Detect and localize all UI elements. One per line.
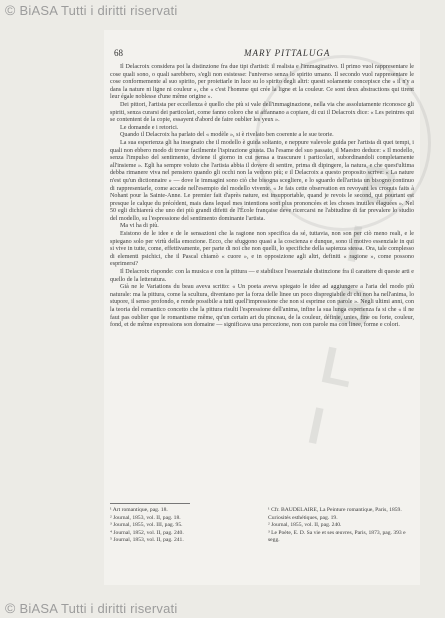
footnote-rule bbox=[110, 503, 190, 504]
paragraph: Esistono de le idee e de le sensazioni che la ragione non specifica da sé, tuttavia, non son per ciò meno reali, e le spiegano solo per virtù della emozione. Ecco, che sfuggono quasi a la coscienza e dunque, sono il motivo essenziale in qui si vive in tutte, come, effettivamente, per parte di noi che non quelli, lo specifiche della sapienza stessa. Ora, tale complesso di elementi psichici, che il Pascal chiamò « cuore », e in opposizione agli altri, definiti « ragione », come possono esprimersi? bbox=[110, 231, 414, 268]
paragraph: Quando il Delacroix ha parlato del « modèle », si è rivelato ben coerente a le sue teorie. bbox=[120, 132, 334, 139]
page-number: 68 bbox=[114, 48, 123, 58]
paragraph: Già ne le Variations du beau aveva scritto: « Un poeta aveva spiegato le idee ad aggiungere a l'aria del modo più naturale: ma la pittura, come la scultura, diventano per la forza delle linee un poco dispregiabile di chi non ha nell'anima, lo stupore, il senso profondo, e rende possibile a tutti quell'impressione che non si esprime con parole ». Negli ultimi anni, con la teoria del romantico concetto che la pittura risulti l'espressione dell'anima, infine la sua lunga esperienza fa si che « il ne faut pas oublier que le romantisme même, qu'un certain art du pinceau, de la couleur, définie, unies, fine ou forte, couleur, fond, et de même expressions son domaine — significava una percezione, non con parole ma con linee, forme e colori. bbox=[110, 284, 414, 329]
footnote: ³ Journal, 1855, vol. III, pag. 95. bbox=[110, 522, 183, 529]
footnote: ² Journal, 1853, vol. II, pag. 18. bbox=[110, 514, 181, 521]
footnotes bbox=[110, 507, 414, 569]
paragraph: Le domande e i retorici. bbox=[120, 124, 179, 131]
bottom-banner bbox=[0, 598, 445, 618]
banner-text: BiASA Tutti i diritti riservati bbox=[19, 600, 178, 616]
paragraph: Ma vi ha di più. bbox=[120, 223, 159, 230]
copyright-icon: © bbox=[5, 600, 16, 616]
body-text bbox=[110, 64, 414, 330]
page-header bbox=[114, 48, 414, 60]
watermark-letters: B I B L I bbox=[302, 154, 404, 457]
running-title: MARY PITTALUGA bbox=[244, 48, 331, 58]
banner-text: BiASA Tutti i diritti riservati bbox=[19, 2, 178, 18]
paragraph: Il Delacroix risponde: con la musica e con la pittura — e stabilisce l'essenziale distinzione fra il carattere di queste arti e quello de la letteratura. bbox=[110, 269, 414, 283]
top-banner bbox=[0, 0, 445, 20]
footnote: ³ Le Poète, E. D. Sa vie et ses œuvres, Paris, 1873, pag. 393 e segg. bbox=[268, 529, 406, 544]
footnote: ⁴ Journal, 1852, vol. II, pag. 240. bbox=[110, 529, 184, 536]
copyright-icon: © bbox=[5, 2, 16, 18]
footnotes-right bbox=[268, 507, 414, 545]
paragraph: Il Delacroix considera poi la distinzione fra due tipi d'artisti: il realista e l'immaginativo. Il primo vuol rappresentare le cose quali sono, o quali sarebbero, s'egli non esistesse: l'universo senza lo spirito umano. Il secondo vuol rappresentare le cose conformemente al suo spirito, per proiettarle in luce su lo spirito degli altri: questi solamente concepisce che « il n'y a dans la nature ni ligne ni couleur », che « c'est l'homme qui crée la ligne et la couleur. Ce sont deux abstractions qui tirent leur égale noblesse d'une même origine ». bbox=[110, 64, 414, 101]
footnote: ¹ Art romantique, pag. 18. bbox=[110, 507, 168, 513]
footnote: ² Journal, 1855, vol. II, pag. 240. bbox=[268, 522, 342, 529]
footnotes-left bbox=[110, 507, 260, 545]
footnote: ⁵ Journal, 1853, vol. II, pag. 241. bbox=[110, 537, 184, 544]
footnote: ¹ Cfr. BAUDELAIRE, La Peinture romantique, Paris, 1859. Curiosités esthétiques, pag. 19. bbox=[268, 507, 402, 521]
paragraph: La sua esperienza gli ha insegnato che il modello è guida soltanto, e neppure valevole guida per l'artista di quei tempi, i quali non ebbero modo di trovar facilmente l'ispirazione giusta. Da l'esame del suo passato, il Maestro deduce: « Il modello, senza l'impulso del sentimento, diviene il giorno in cui pensa a trascurare i particolari, subordinandoli completamente all'insieme ». Egli ha sempre voluto che l'artista abbia il dovere di sentire, prima di dipingere, la natura, e che quest'ultima debba rimanere viva nel pensiero quando gli occhi non la vedono più; e il Delacroix a questo proposito scrive: « La nature n'est qu'un dictionnaire » — dove le immagini sono ciò che bisogna scegliere, e lo sguardo dell'artista un bisogno continuo di rappresentarle, come accade nell'esempio del modello vivente. « Je fais cette observation en revoyant les croquis faits à Nohant pour la Sainte-Anne. Le premier fait d'après nature, est insupportable, quand je revois le second, qui pourtant est presque le calque du précédent, mais dans lequel mes intentions sont plus prononcées et les choses inutiles élaguées ». Nel 50 egli dichiarerà che uno dei più grandi difetti de l'École française deve ricercarsi ne l'abitudine di far prevalere lo studio del modello, su l'espressione del sentimento dominante l'artista. bbox=[110, 139, 414, 222]
paragraph: Dei pittori, l'artista per eccellenza è quello che più si vale dell'immaginazione, nella via che assolutamente riconosce gli spiriti, senza curarsi dei particolari, come fanno coloro che si affannano a copiare, di cui il Delacroix dice: « Les peintres qui se contentent de la copie, essayent d'abord de faire oublier les yeux ». bbox=[110, 101, 414, 124]
